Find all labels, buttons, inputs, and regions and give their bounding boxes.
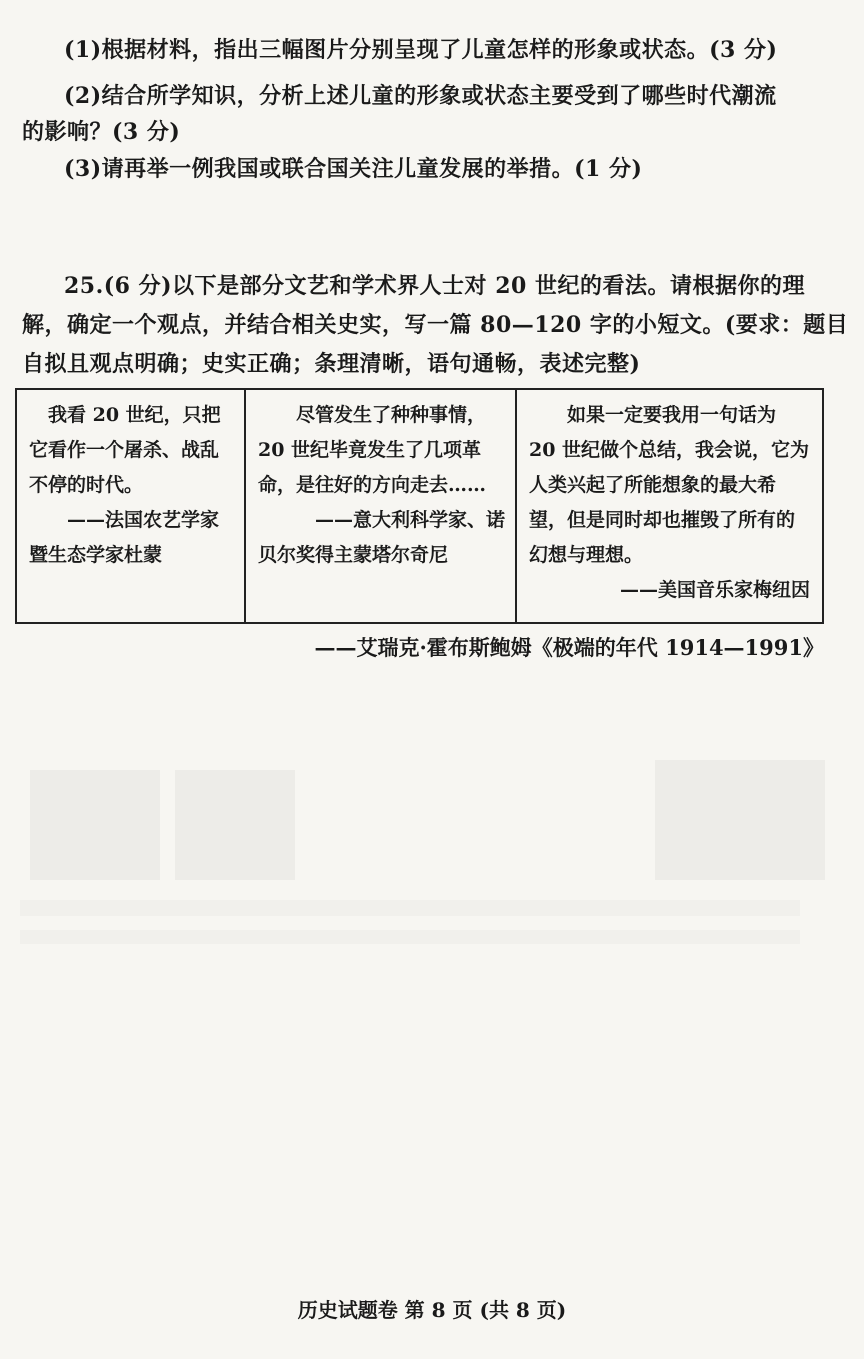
quote-attribution: ——法国农艺学家 暨生态学家杜蒙 (29, 509, 220, 566)
quote-text: 如果一定要我用一句话为 20 世纪做个总结，我会说，它为 人类兴起了所能想象的最大希 望，但是同时却也摧毁了所有的 幻想与理想。 (529, 404, 810, 566)
bleed-through-block (175, 770, 295, 880)
bleed-through-block (655, 760, 825, 880)
question-25-prompt-line-3: 自拟且观点明确；史实正确；条理清晰，语句通畅，表述完整) (22, 351, 641, 377)
bleed-through-block (30, 770, 160, 880)
question-24-part-1: (1)根据材料，指出三幅图片分别呈现了儿童怎样的形象或状态。(3 分) (64, 37, 778, 63)
quote-source: ——艾瑞克·霍布斯鲍姆《极端的年代 1914—1991》 (314, 635, 824, 660)
quote-text: 我看 20 世纪，只把 它看作一个屠杀、战乱 不停的时代。 (29, 404, 221, 496)
question-24-part-2-line-1: (2)结合所学知识，分析上述儿童的形象或状态主要受到了哪些时代潮流 (64, 83, 777, 109)
question-24-part-3: (3)请再举一例我国或联合国关注儿童发展的举措。(1 分) (64, 156, 643, 182)
page-footer: 历史试题卷 第 8 页 (共 8 页) (297, 1298, 567, 1322)
quote-cell-dumont (17, 390, 244, 622)
quote-attribution: ——美国音乐家梅纽因 (619, 579, 810, 601)
quote-table (15, 388, 824, 624)
question-24-part-2-line-2: 的影响？(3 分) (22, 119, 181, 145)
quote-attribution: ——意大利科学家、诺 贝尔奖得主蒙塔尔奇尼 (258, 509, 506, 566)
question-25-prompt-line-1: 25.(6 分)以下是部分文艺和学术界人士对 20 世纪的看法。请根据你的理 (64, 273, 805, 299)
bleed-through-line (20, 900, 800, 916)
quote-cell-menuhin (515, 390, 822, 622)
bleed-through-line (20, 930, 800, 944)
question-25-prompt-line-2: 解，确定一个观点，并结合相关史实，写一篇 80—120 字的小短文。(要求：题目 (22, 312, 849, 338)
quote-text: 尽管发生了种种事情， 20 世纪毕竟发生了几项革 命，是往好的方向走去…… (258, 404, 487, 496)
quote-cell-montalcini (244, 390, 515, 622)
